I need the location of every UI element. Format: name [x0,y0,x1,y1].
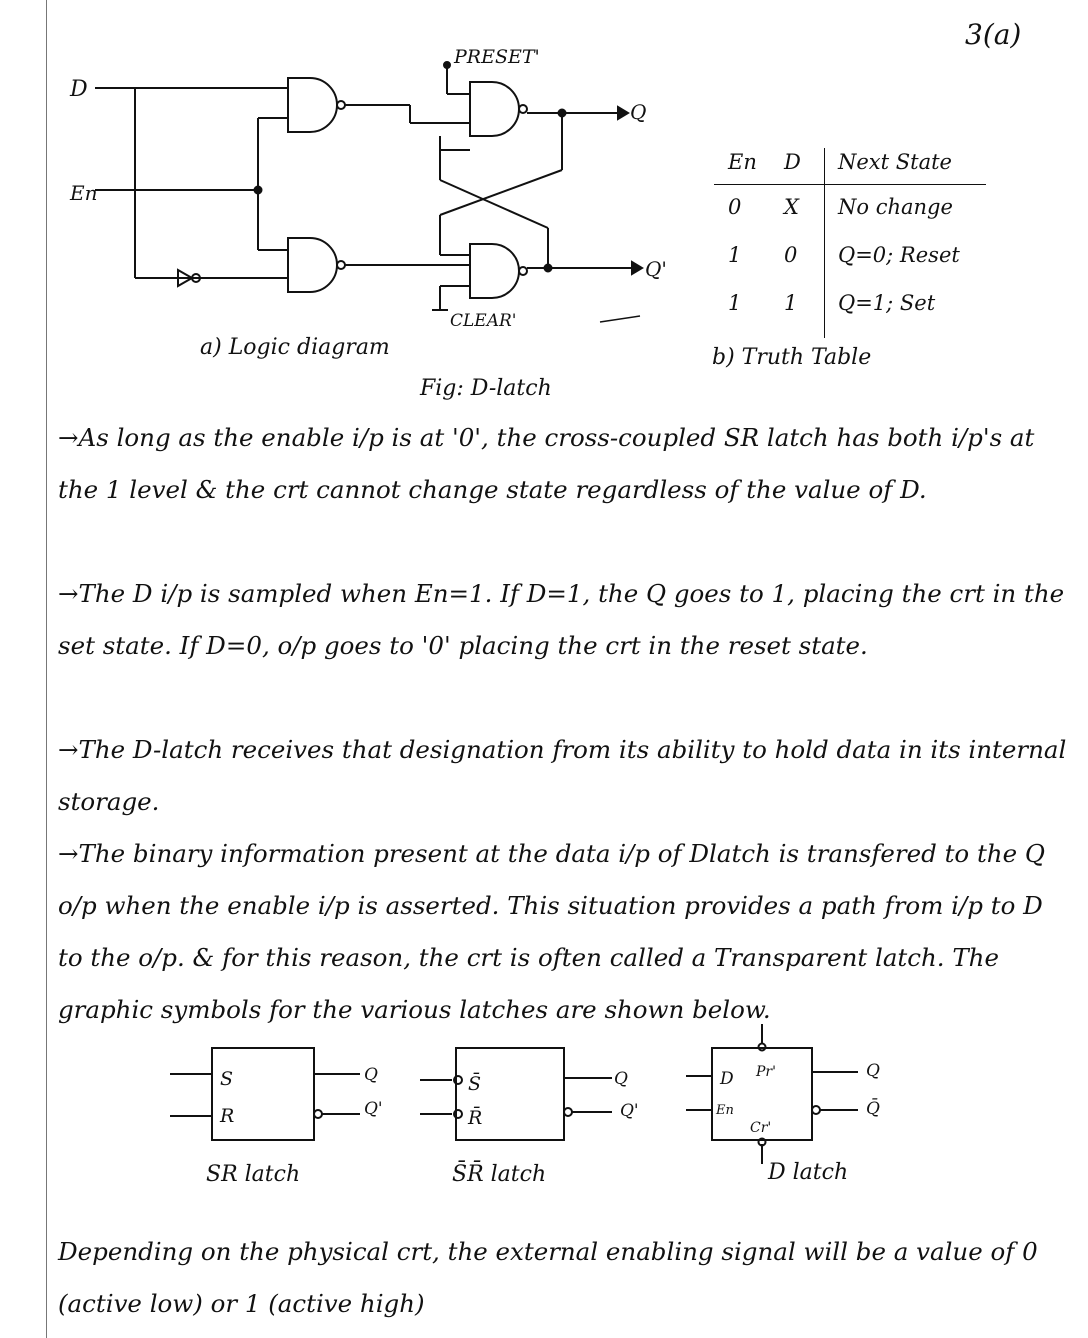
nand-gate-2-bubble [337,261,345,269]
truth-table-caption: b) Truth Table [712,345,872,370]
d-latch-q-bar-label: Q̄ [866,1099,880,1119]
paragraph-transparent-latch: →The binary information present at the data i/p of Dlatch is transfered to the Q o/p when the enable i/p is asserted. This situation provides a path from i/p to D to the o/p. & for this reason, the crt is often called a Transparent latch. The graphic symbols for the various latches are shown below. [58,839,1045,1024]
closing-paragraph: Depending on the physical crt, the external enabling signal will be a value of 0 (active low) or 1 (active high) [58,1237,1038,1318]
cell-en: 1 [728,243,742,267]
sbar-rbar-q-label: Q [614,1069,628,1089]
d-latch-q-label: Q [866,1061,880,1081]
sr-latch-symbol [170,1048,360,1140]
d-latch-clear-label: Cr' [750,1120,772,1136]
header-d: D [784,150,801,174]
q-output-label: Q [630,100,647,124]
figure-caption: Fig: D-latch [420,376,552,401]
header-next-state: Next State [838,150,952,174]
table-row [714,281,986,329]
sbar-rbar-latch-label: S̄R̄ latch [452,1162,547,1187]
q-bar-output-label: Q' [645,257,667,281]
paragraph-d-sampled: →The D i/p is sampled when En=1. If D=1, the Q goes to 1, placing the crt in the set state. If D=0, o/p goes to '0' placing the crt in the reset state. [58,579,1065,660]
d-latch-en-label: En [716,1103,734,1118]
sr-latch-label: SR latch [206,1162,301,1187]
d-input-label: D [70,77,88,102]
cell-d: 0 [784,243,798,267]
sr-s-label: S [220,1068,234,1090]
sbar-rbar-latch-symbol [420,1048,612,1140]
logic-diagram-caption: a) Logic diagram [200,335,390,360]
d-latch-label: D latch [768,1160,849,1185]
table-row [714,185,986,233]
page-number-label: 3(a) [965,18,1022,51]
cell-d: 1 [784,291,798,315]
sbar-label: S̄ [468,1073,482,1095]
paragraph-designation: →The D-latch receives that designation from its ability to hold data in its internal storage. [58,735,1067,816]
nand-gate-3 [470,82,519,136]
truth-table [714,140,986,329]
nand-gate-3-bubble [519,105,527,113]
truth-table-header [714,140,986,185]
cell-next-state: Q=0; Reset [838,243,960,267]
clear-label: CLEAR' [450,311,517,331]
sr-r-label: R [220,1105,235,1127]
table-row [714,233,986,281]
en-input-label: En [70,181,98,205]
nand-gate-4-bubble [519,267,527,275]
sr-q-label: Q [364,1065,378,1085]
d-latch-preset-label: Pr' [756,1064,776,1080]
d-latch-symbol [686,1024,858,1164]
cell-next-state: Q=1; Set [838,291,936,315]
d-latch-d-label: D [720,1069,734,1089]
d-latch-logic-diagram [95,62,642,322]
paragraph-enable-low: →As long as the enable i/p is at '0', the cross-coupled SR latch has both i/p's at the 1 level & the crt cannot change state regardless of the value of D. [58,423,1035,504]
nand-gate-1 [288,78,337,132]
rbar-label: R̄ [468,1107,483,1129]
cell-d: X [784,195,799,219]
cell-next-state: No change [838,195,953,219]
nand-gate-2 [288,238,337,292]
nand-gate-1-bubble [337,101,345,109]
preset-label: PRESET' [454,46,540,68]
sbar-rbar-q-bar-label: Q' [620,1101,639,1121]
sr-q-bar-label: Q' [364,1099,383,1119]
nand-gate-4 [470,244,519,298]
cell-en: 1 [728,291,742,315]
cell-en: 0 [728,195,742,219]
header-en: En [728,150,757,174]
en-junction-dot [255,187,262,194]
